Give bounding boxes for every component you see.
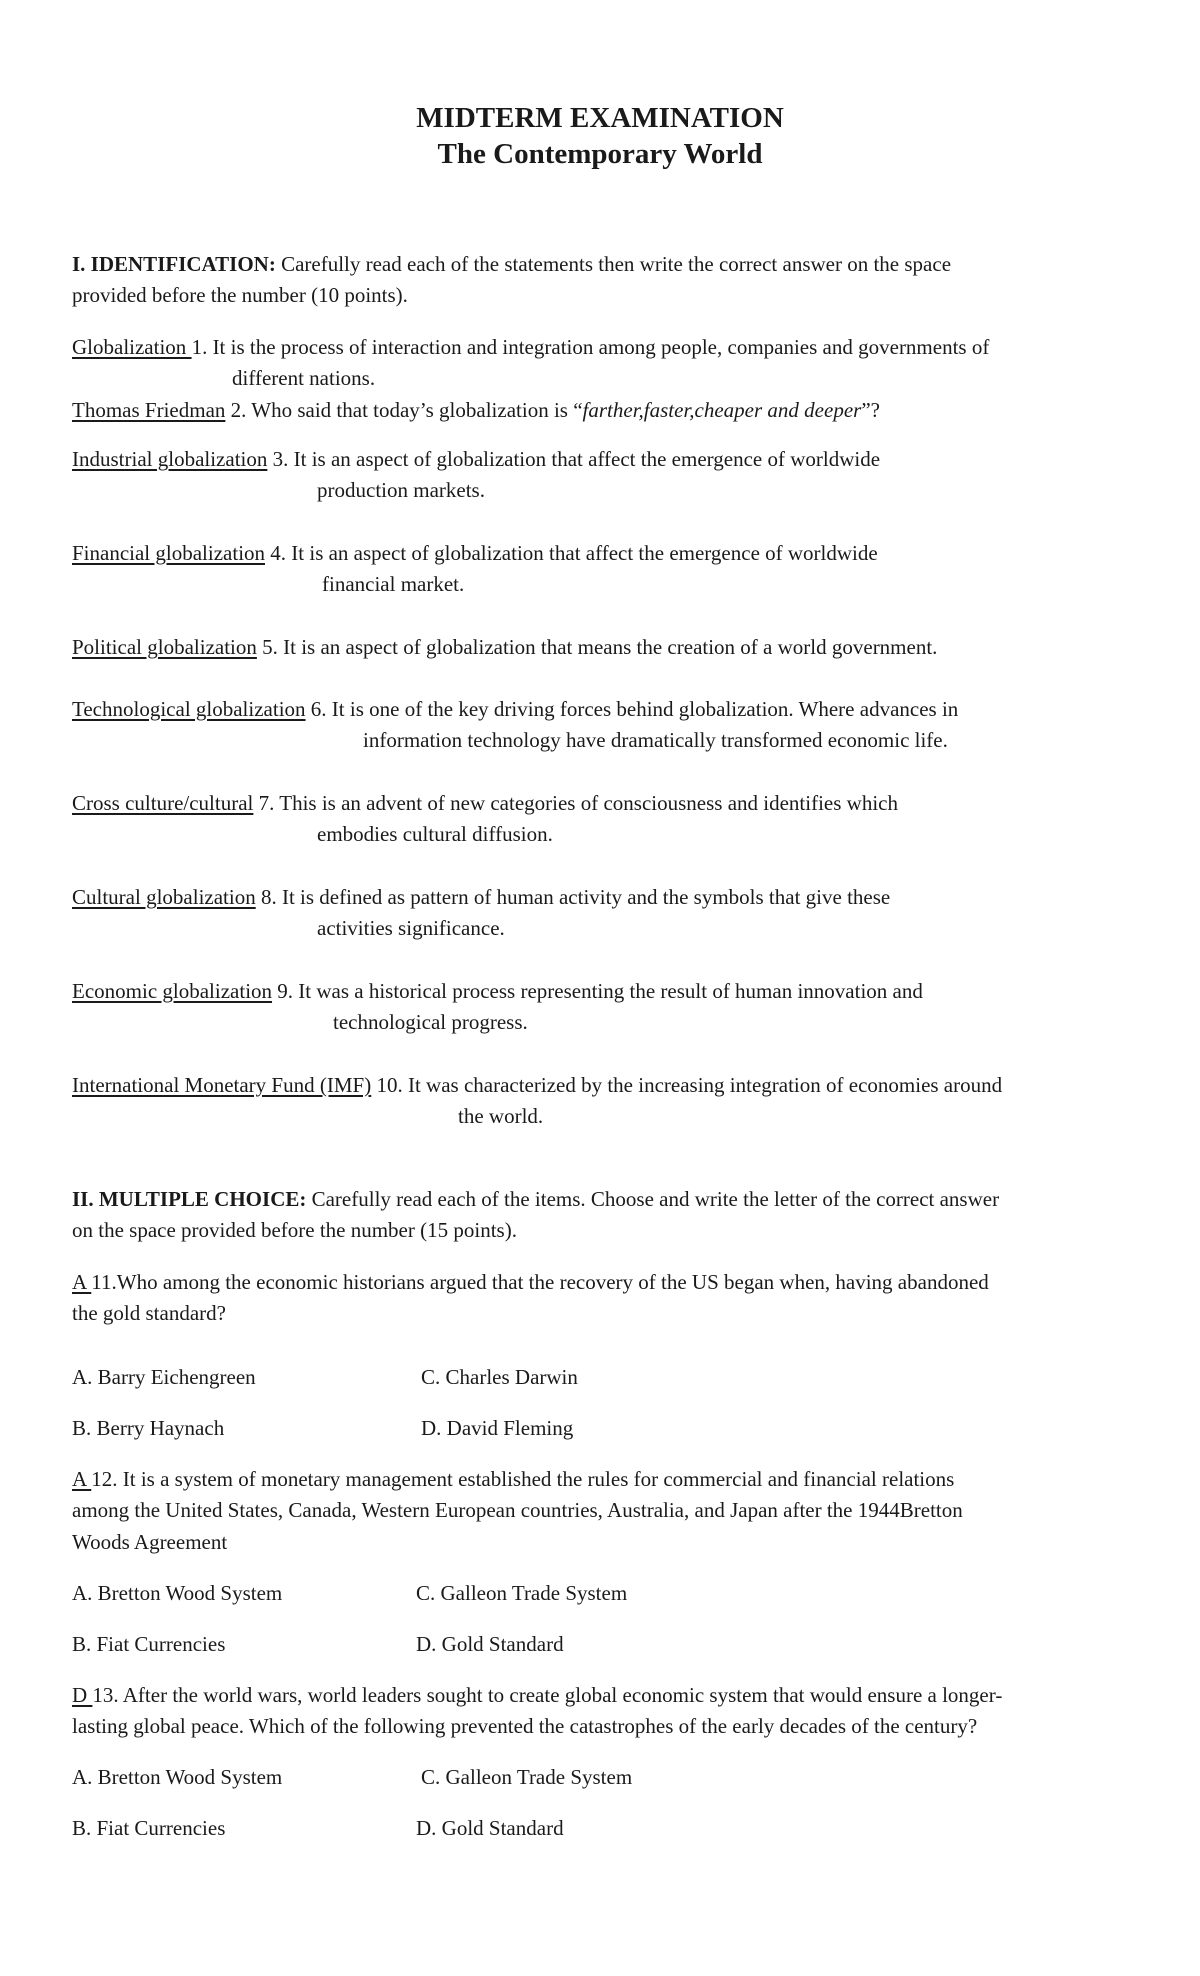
identification-item: Cross culture/cultural 7. This is an advent of new categories of consciousness and identifies which bbox=[72, 791, 898, 815]
section1-instructions: I. IDENTIFICATION: Carefully read each of the statements then write the correct answer on the space bbox=[72, 252, 952, 276]
question-continuation: among the United States, Canada, Western European countries, Australia, and Japan after the 1944Bretton bbox=[72, 1498, 963, 1522]
quote: farther,faster,cheaper and deeper bbox=[582, 398, 862, 422]
answer-blank: Cross culture/cultural bbox=[72, 791, 254, 815]
option-a: A. Bretton Wood System bbox=[72, 1765, 283, 1789]
option-c: C. Galleon Trade System bbox=[416, 1581, 628, 1605]
item-continuation: different nations. bbox=[232, 366, 376, 390]
answer-blank: Financial globalization bbox=[72, 541, 266, 565]
item-continuation: information technology have dramatically transformed economic life. bbox=[363, 728, 948, 752]
item-continuation: embodies cultural diffusion. bbox=[317, 822, 553, 846]
identification-item: International Monetary Fund (IMF) 10. It was characterized by the increasing integration of economies around bbox=[72, 1073, 1003, 1097]
section2-instructions: II. MULTIPLE CHOICE: Carefully read each of the items. Choose and write the letter of the correct answer bbox=[72, 1187, 1000, 1211]
question-continuation: lasting global peace. Which of the following prevented the catastrophes of the early decades of the century? bbox=[72, 1714, 978, 1738]
identification-item: Technological globalization 6. It is one of the key driving forces behind globalization. Where advances in bbox=[72, 697, 959, 721]
mc-question: A 11.Who among the economic historians argued that the recovery of the US began when, having abandoned bbox=[72, 1270, 989, 1294]
mc-question: A 12. It is a system of monetary management established the rules for commercial and financial relations bbox=[72, 1467, 955, 1491]
identification-item: Political globalization 5. It is an aspect of globalization that means the creation of a world government. bbox=[72, 635, 938, 659]
section2-instructions-cont: on the space provided before the number (15 points). bbox=[72, 1218, 517, 1242]
item-continuation: financial market. bbox=[322, 572, 465, 596]
identification-item: Financial globalization 4. It is an aspect of globalization that affect the emergence of worldwide bbox=[72, 541, 878, 565]
item-continuation: the world. bbox=[458, 1104, 544, 1128]
option-a: A. Bretton Wood System bbox=[72, 1581, 283, 1605]
section2-heading: II. MULTIPLE CHOICE: bbox=[72, 1187, 307, 1211]
item-continuation: technological progress. bbox=[333, 1010, 528, 1034]
question-continuation: Woods Agreement bbox=[72, 1530, 228, 1554]
question-continuation: the gold standard? bbox=[72, 1301, 226, 1325]
mc-question: D 13. After the world wars, world leaders sought to create global economic system that would ensure a longer- bbox=[72, 1683, 1003, 1707]
option-d: D. David Fleming bbox=[421, 1416, 574, 1440]
option-b: B. Fiat Currencies bbox=[72, 1632, 226, 1656]
page-subtitle: The Contemporary World bbox=[437, 138, 763, 170]
option-d: D. Gold Standard bbox=[416, 1816, 564, 1840]
section1-heading: I. IDENTIFICATION: bbox=[72, 252, 276, 276]
option-b: B. Berry Haynach bbox=[72, 1416, 225, 1440]
option-c: C. Charles Darwin bbox=[421, 1365, 578, 1389]
option-a: A. Barry Eichengreen bbox=[72, 1365, 256, 1389]
answer-blank: Economic globalization bbox=[72, 979, 273, 1003]
answer-blank: Technological globalization bbox=[72, 697, 306, 721]
answer-blank: Industrial globalization bbox=[72, 447, 268, 471]
answer-blank: Thomas Friedman bbox=[72, 398, 226, 422]
identification-item: Industrial globalization 3. It is an aspect of globalization that affect the emergence of worldwide bbox=[72, 447, 881, 471]
answer-blank: A bbox=[72, 1270, 92, 1294]
answer-blank: A bbox=[72, 1467, 92, 1491]
identification-item: Globalization 1. It is the process of interaction and integration among people, companies and governments of bbox=[72, 335, 990, 359]
identification-item: Economic globalization 9. It was a historical process representing the result of human innovation and bbox=[72, 979, 923, 1003]
option-b: B. Fiat Currencies bbox=[72, 1816, 226, 1840]
answer-blank: Globalization bbox=[72, 335, 192, 359]
item-continuation: production markets. bbox=[317, 478, 485, 502]
identification-item: Cultural globalization 8. It is defined as pattern of human activity and the symbols that give these bbox=[72, 885, 891, 909]
page-title: MIDTERM EXAMINATION bbox=[416, 102, 784, 134]
answer-blank: International Monetary Fund (IMF) bbox=[72, 1073, 372, 1097]
section1-instructions-cont: provided before the number (10 points). bbox=[72, 283, 408, 307]
answer-blank: Cultural globalization bbox=[72, 885, 256, 909]
option-d: D. Gold Standard bbox=[416, 1632, 564, 1656]
option-c: C. Galleon Trade System bbox=[421, 1765, 633, 1789]
answer-blank: Political globalization bbox=[72, 635, 257, 659]
item-continuation: activities significance. bbox=[317, 916, 505, 940]
identification-item: Thomas Friedman 2. Who said that today’s globalization is “farther,faster,cheaper and deeper”? bbox=[72, 398, 880, 422]
answer-blank: D bbox=[72, 1683, 93, 1707]
